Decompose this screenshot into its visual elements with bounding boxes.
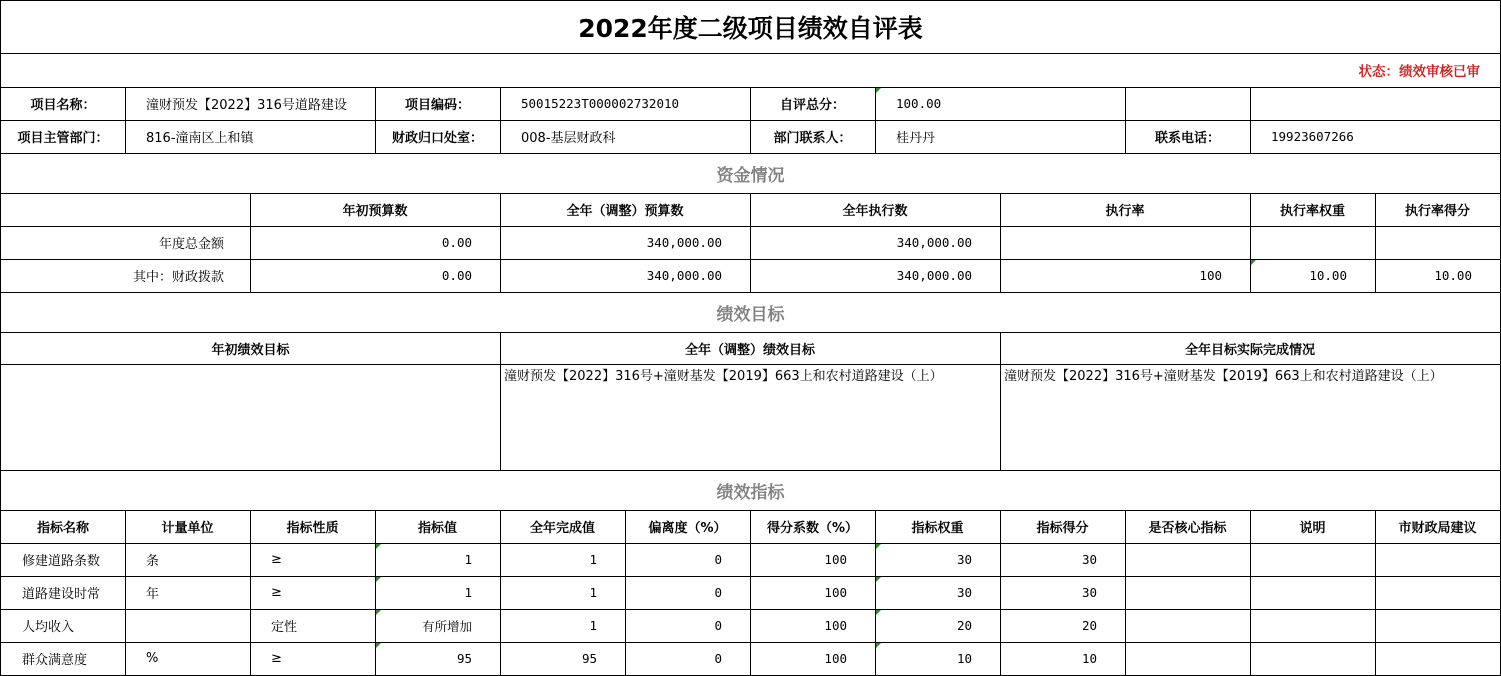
indicator-core — [1125, 642, 1251, 676]
funds-executed: 340,000.00 — [750, 259, 1001, 293]
project-name-value: 潼财预发【2022】316号道路建设 — [125, 87, 376, 121]
score-label: 自评总分： — [750, 87, 876, 121]
funds-weight — [1250, 226, 1376, 260]
indicator-suggestion — [1375, 642, 1501, 676]
indicator-unit: 条 — [125, 543, 251, 577]
indicator-done: 95 — [500, 642, 626, 676]
indicator-suggestion — [1375, 609, 1501, 643]
indicator-done: 1 — [500, 543, 626, 577]
indicator-weight: 20 — [875, 609, 1001, 643]
indicator-note — [1250, 543, 1376, 577]
indicator-header: 说明 — [1250, 510, 1376, 544]
funds-header: 全年（调整）预算数 — [500, 193, 751, 227]
indicator-name: 修建道路条数 — [0, 543, 126, 577]
funds-header: 全年执行数 — [750, 193, 1001, 227]
indicator-header: 偏离度（%） — [625, 510, 751, 544]
indicator-header: 是否核心指标 — [1125, 510, 1251, 544]
funds-initial: 0.00 — [250, 226, 501, 260]
indicator-dev: 0 — [625, 576, 751, 610]
funds-section-title: 资金情况 — [0, 153, 1501, 194]
indicator-header: 指标得分 — [1000, 510, 1126, 544]
indicator-nature: 定性 — [250, 609, 376, 643]
goals-header-initial: 年初绩效目标 — [0, 332, 501, 365]
funds-adjusted: 340,000.00 — [500, 259, 751, 293]
indicator-value: 有所增加 — [375, 609, 501, 643]
funds-adjusted: 340,000.00 — [500, 226, 751, 260]
indicator-note — [1250, 576, 1376, 610]
indicator-coef: 100 — [750, 609, 876, 643]
indicator-header: 计量单位 — [125, 510, 251, 544]
indicator-nature: ≥ — [250, 642, 376, 676]
project-code-value: 50015223T000002732010 — [500, 87, 751, 121]
empty-cell — [1250, 87, 1501, 121]
indicator-coef: 100 — [750, 543, 876, 577]
indicators-section-title: 绩效指标 — [0, 470, 1501, 511]
indicator-name: 人均收入 — [0, 609, 126, 643]
funds-rate — [1000, 226, 1251, 260]
indicator-nature: ≥ — [250, 543, 376, 577]
indicator-coef: 100 — [750, 642, 876, 676]
indicator-suggestion — [1375, 576, 1501, 610]
indicator-core — [1125, 609, 1251, 643]
indicator-score: 30 — [1000, 543, 1126, 577]
indicator-weight: 10 — [875, 642, 1001, 676]
goals-section-title: 绩效目标 — [0, 292, 1501, 333]
indicator-name: 群众满意度 — [0, 642, 126, 676]
goals-header-actual: 全年目标实际完成情况 — [1000, 332, 1501, 365]
empty-cell — [1125, 87, 1251, 121]
funds-rate: 100 — [1000, 259, 1251, 293]
phone-label: 联系电话： — [1125, 120, 1251, 154]
indicator-dev: 0 — [625, 642, 751, 676]
indicator-header: 指标性质 — [250, 510, 376, 544]
phone-value: 19923607266 — [1250, 120, 1501, 154]
indicator-suggestion — [1375, 543, 1501, 577]
sheet-title: 2022年度二级项目绩效自评表 — [0, 0, 1501, 54]
indicator-core — [1125, 576, 1251, 610]
indicator-nature: ≥ — [250, 576, 376, 610]
funds-row-label: 其中：财政拨款 — [0, 259, 251, 293]
funds-header: 执行率得分 — [1375, 193, 1501, 227]
funds-initial: 0.00 — [250, 259, 501, 293]
funds-header: 执行率 — [1000, 193, 1251, 227]
indicator-unit — [125, 609, 251, 643]
indicator-header: 指标值 — [375, 510, 501, 544]
indicator-name: 道路建设时常 — [0, 576, 126, 610]
indicator-weight: 30 — [875, 543, 1001, 577]
project-code-label: 项目编码： — [375, 87, 501, 121]
goals-actual-text: 潼财预发【2022】316号+潼财基发【2019】663上和农村道路建设（上） — [1000, 364, 1501, 471]
funds-header-blank — [0, 193, 251, 227]
goals-header-adjusted: 全年（调整）绩效目标 — [500, 332, 1001, 365]
funds-weight: 10.00 — [1250, 259, 1376, 293]
indicator-dev: 0 — [625, 543, 751, 577]
funds-header: 执行率权重 — [1250, 193, 1376, 227]
funds-header: 年初预算数 — [250, 193, 501, 227]
indicator-value: 1 — [375, 543, 501, 577]
indicator-header: 全年完成值 — [500, 510, 626, 544]
status-text: 状态：绩效审核已审 — [0, 53, 1501, 88]
indicator-header: 指标名称 — [0, 510, 126, 544]
indicator-value: 95 — [375, 642, 501, 676]
indicator-coef: 100 — [750, 576, 876, 610]
indicator-score: 10 — [1000, 642, 1126, 676]
indicator-header: 得分系数（%） — [750, 510, 876, 544]
contact-label: 部门联系人： — [750, 120, 876, 154]
indicator-weight: 30 — [875, 576, 1001, 610]
finance-value: 008-基层财政科 — [500, 120, 751, 154]
indicator-header: 指标权重 — [875, 510, 1001, 544]
indicator-done: 1 — [500, 576, 626, 610]
indicator-score: 30 — [1000, 576, 1126, 610]
indicator-score: 20 — [1000, 609, 1126, 643]
dept-value: 816-潼南区上和镇 — [125, 120, 376, 154]
indicator-value: 1 — [375, 576, 501, 610]
dept-label: 项目主管部门： — [0, 120, 126, 154]
funds-executed: 340,000.00 — [750, 226, 1001, 260]
project-name-label: 项目名称： — [0, 87, 126, 121]
indicator-done: 1 — [500, 609, 626, 643]
contact-value: 桂丹丹 — [875, 120, 1126, 154]
funds-score — [1375, 226, 1501, 260]
indicator-dev: 0 — [625, 609, 751, 643]
finance-label: 财政归口处室： — [375, 120, 501, 154]
score-value: 100.00 — [875, 87, 1126, 121]
indicator-note — [1250, 609, 1376, 643]
indicator-unit: % — [125, 642, 251, 676]
indicator-unit: 年 — [125, 576, 251, 610]
goals-initial-text — [0, 364, 501, 471]
funds-score: 10.00 — [1375, 259, 1501, 293]
indicator-header: 市财政局建议 — [1375, 510, 1501, 544]
goals-adjusted-text: 潼财预发【2022】316号+潼财基发【2019】663上和农村道路建设（上） — [500, 364, 1001, 471]
indicator-core — [1125, 543, 1251, 577]
indicator-note — [1250, 642, 1376, 676]
funds-row-label: 年度总金额 — [0, 226, 251, 260]
